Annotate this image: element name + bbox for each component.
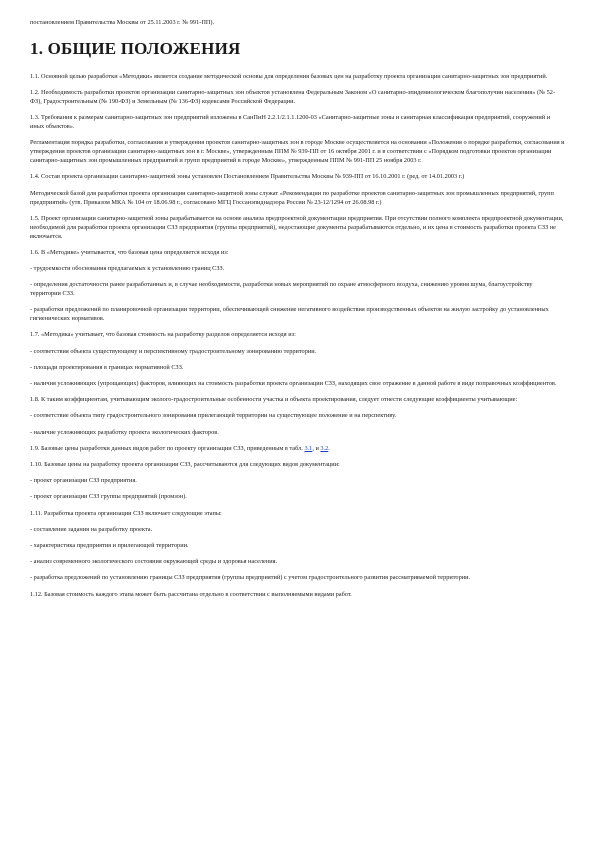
paragraph-text: 1.9. Базовые цены разработки данных видов работ по проекту организации СЗЗ, приведенным в табл. [30, 444, 303, 452]
intro-line: постановлением Правительства Москвы от 25.11.2003 г. № 991-ПП). [30, 19, 215, 26]
list-item: - соответствие объекта типу градостроительного зонирования прилегающей территории на существующее положение и на перспективу. [30, 412, 397, 420]
connector-text: , и [312, 444, 319, 452]
paragraph: Регламентация порядка разработки, согласования и утверждения проектов санитарно-защитных зон в городе Москве осуществляется на основании «Положения о порядке разработки, согласования и утверждения проектов организации санитарно-защитных зон в г. Москве», утвержденным ППМ № 939-ПП от 16 октября 2001 г. и в соответствии с «Порядком подготовки проектов организации санитарно-защитных зон промышленных предприятий и групп предприятий в городе Москве», утвержденным ППМ № 991-ПП 25 ноября 2003 г. [30, 139, 565, 165]
list-item: - соответствия объекта существующему и перспективному градостроительному зонированию территории. [30, 347, 317, 355]
paragraph: 1.10. Базовые цены на разработку проекта организации СЗЗ, рассчитываются для следующих видов документации: [30, 461, 340, 469]
table-link-3-1[interactable]: 3.1 [304, 444, 313, 452]
paragraph: 1.1. Основной целью разработки «Методики» является создание методической основы для определения базовых цен на разработку проекта организации санитарно-защитных зон предприятий. [30, 73, 548, 80]
paragraph: 1.12. Базовая стоимость каждого этапа может быть рассчитана отдельно в соответствии с выполняемыми видами работ. [30, 590, 352, 598]
list-item: - характеристика предприятия и прилегающей территории. [30, 542, 189, 550]
paragraph-1-9 [30, 445, 565, 454]
document-page [30, 18, 565, 607]
list-item: - составление задания на разработку проекта. [30, 525, 153, 533]
paragraph: 1.11. Разработка проекта организации СЗЗ включает следующие этапы: [30, 509, 222, 517]
list-item: - разработка предложений по установлению границы СЗЗ предприятия (группы предприятий) с учетом градостроительного развития рассматриваемой территории. [30, 574, 471, 582]
list-item: - трудоемкости обоснования предлагаемых к установлению границ СЗЗ. [30, 264, 225, 272]
period-text: . [328, 444, 330, 452]
paragraph: 1.3. Требования к размерам санитарно-защитных зон предприятий изложены в СанПиН 2.2.1/2.1.1.1200-03 «Санитарно-защитные зоны и санитарная классификация предприятий, сооружений и иных объектов». [30, 114, 551, 131]
paragraph: 1.8. К таким коэффициентам, учитывающим эколого-градостроительные особенности участка и объекта проектирования, следует отнести следующие коэффициенты учитывающие: [30, 396, 518, 404]
section-heading: 1. ОБЩИЕ ПОЛОЖЕНИЯ [30, 39, 241, 58]
list-item: - проект организации СЗЗ предприятия. [30, 477, 137, 485]
paragraph: 1.6. В «Методике» учитывается, что базовая цена определяется исходя из: [30, 248, 229, 256]
list-item: - разработки предложений по планировочной организации территории, обеспечивающей снижение негативного воздействия производственных объектов на жилую застройку до установленных гигиенических нормативов. [30, 306, 549, 323]
list-item: - площади проектирования в границах нормативной СЗЗ. [30, 363, 184, 371]
list-item: - определения достаточности ранее разработанных и, в случае необходимости, разработки новых мероприятий по охране атмосферного воздуха, снижению уровня шума, благоустройству территории СЗЗ. [30, 281, 533, 298]
list-item: - наличие усложняющих разработку проекта экологических факторов. [30, 428, 219, 436]
list-item: - наличия усложняющих (упрощающих) факторов, влияющих на стоимость разработки проекта организации СЗЗ, находящих свое отражение в данной работе в виде поправочных коэффициентов. [30, 380, 557, 387]
table-link-3-2[interactable]: 3.2 [320, 444, 329, 452]
paragraph: Методической базой для разработки проекта организации санитарно-защитной зоны служат «Рекомендации по разработке проектов санитарно-защитных зон промышленных предприятий, групп предприятий» (утв. Приказом МКА № 104 от 18.06.98 г., согласовано МГЦ Госсанэпиднадзора России № 23-12/1294 от 26.08.98 г.) [30, 189, 554, 206]
paragraph: 1.2. Необходимость разработки проектов организации санитарно-защитных зон объектов установлена Федеральным Законом «О санитарно-эпидемиологическом благополучии населения» (№ 52-ФЗ), Градостроительным (№ 190-ФЗ) и Земельным (№ 136-ФЗ) кодексами Российской Федерации. [30, 89, 556, 106]
paragraph: 1.7. «Методика» учитывает, что базовая стоимость на разработку разделов определяется исходя из: [30, 331, 296, 339]
list-item: - анализ современного экологического состояния окружающей среды и здоровья населения. [30, 558, 278, 566]
list-item: - проект организации СЗЗ группы предприятий (промзон). [30, 493, 187, 501]
paragraph: 1.4. Состав проекта организации санитарно-защитной зоны установлен Постановлением Правительства Москвы № 939-ПП от 16.10.2001 г. (ред. от 14.01.2003 г.) [30, 173, 465, 181]
paragraph: 1.5. Проект организации санитарно-защитной зоны разрабатывается на основе анализа предпроектной документации предприятия. При отсутствии полного комплекта предпроектной документации, необходимой для разработки проекта организации СЗЗ предприятия (группы предприятий), недостающие документы разрабатываются отдельно, и их цена в стоимость разработки проекта СЗЗ не включается. [30, 214, 564, 240]
